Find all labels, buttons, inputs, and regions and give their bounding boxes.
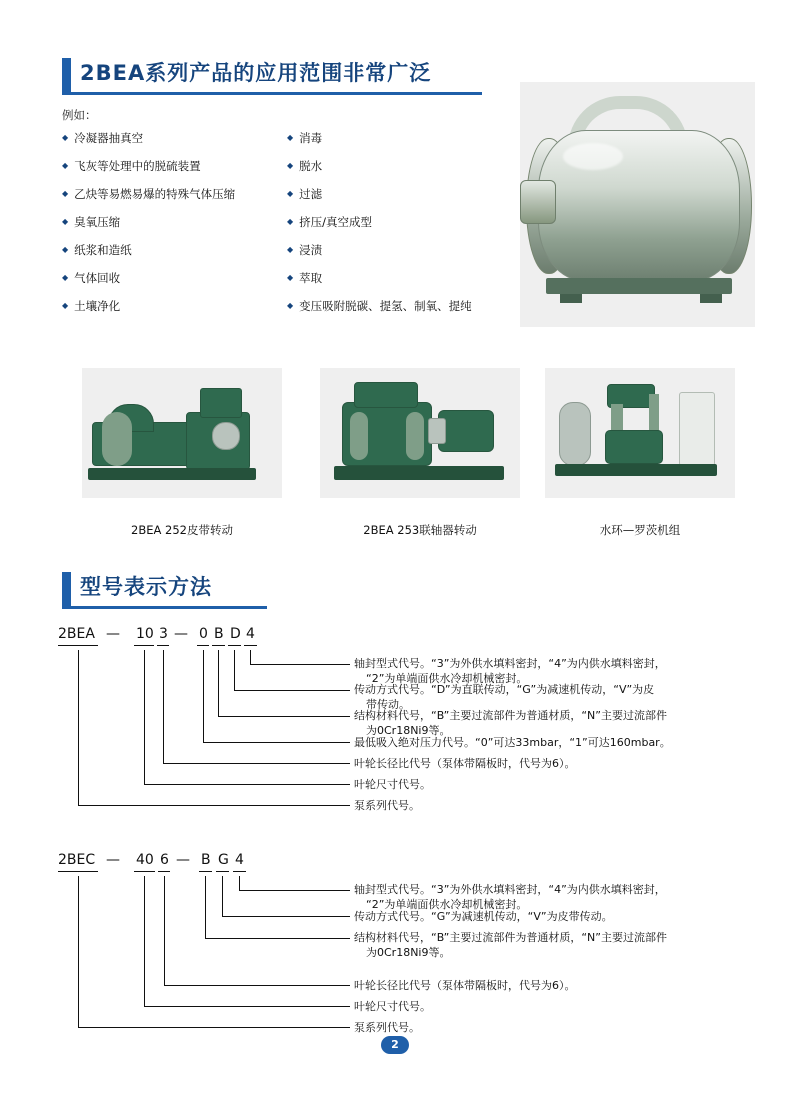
list-item <box>62 243 287 257</box>
diamond-bullet-icon: ◆ <box>62 273 69 282</box>
leader-size-v <box>144 876 145 1006</box>
code-underline-drive <box>216 871 229 872</box>
leader-size-v <box>144 650 145 784</box>
diamond-bullet-icon: ◆ <box>287 189 294 198</box>
control-cabinet-c <box>679 392 715 466</box>
note-material <box>354 708 667 738</box>
applications-column-right <box>287 131 512 327</box>
pump-hood-b <box>354 382 418 408</box>
list-item <box>62 299 287 313</box>
diamond-bullet-icon: ◆ <box>287 217 294 226</box>
code-underline-series <box>58 645 98 646</box>
note-series <box>354 798 420 813</box>
list-item <box>62 131 287 145</box>
heading-accent-bar <box>62 572 71 606</box>
code-underline-seal <box>244 645 257 646</box>
diamond-bullet-icon: ◆ <box>62 301 69 310</box>
note-line-1: 叶轮尺寸代号。 <box>354 1000 431 1013</box>
list-item-label: 冷凝器抽真空 <box>74 131 144 145</box>
note-line-1: 叶轮长径比代号（泵体带隔板时，代号为6）。 <box>354 979 576 992</box>
leader-material-v <box>218 650 219 716</box>
note-line-2: “2”为单端面供水冷却机械密封。 <box>366 672 528 685</box>
code-underline-impeller-ratio <box>157 645 169 646</box>
leader-drive-h <box>234 690 350 691</box>
list-item <box>287 243 512 257</box>
code-segment-material: B <box>214 626 224 642</box>
photo-caption: 2BEA 252皮带转动 <box>131 523 233 537</box>
leader-size-h <box>144 1006 350 1007</box>
note-line-1: 叶轮长径比代号（泵体带隔板时，代号为6）。 <box>354 757 576 770</box>
leader-series-h <box>78 805 350 806</box>
leader-seal-v <box>239 876 240 890</box>
product-photo-roots-unit <box>545 368 735 498</box>
list-item-label: 浸渍 <box>299 243 323 257</box>
code-segment-impeller-size: 40 <box>136 852 154 868</box>
diamond-bullet-icon: ◆ <box>62 161 69 170</box>
list-item <box>62 271 287 285</box>
list-item <box>287 215 512 229</box>
note-line-1: 最低吸入绝对压力代号。“0”可达33mbar，“1”可达160mbar。 <box>354 736 671 749</box>
note-line-2: “2”为单端面供水冷却机械密封。 <box>366 898 528 911</box>
heading-accent-bar <box>62 58 71 92</box>
list-item <box>287 299 512 313</box>
pump-base-frame <box>546 278 732 294</box>
example-label: 例如： <box>62 108 97 122</box>
list-item-label: 纸浆和造纸 <box>74 243 132 257</box>
list-item-label: 乙炔等易燃易爆的特殊气体压缩 <box>74 187 236 201</box>
section-heading-model-designation <box>62 572 267 609</box>
photo-caption: 水环—罗茨机组 <box>599 523 681 537</box>
list-item-label: 挤压/真空成型 <box>299 215 373 229</box>
code-segment-dash1: — <box>106 852 120 868</box>
note-seal <box>354 882 666 912</box>
leader-pressure-h <box>203 742 350 743</box>
note-line-1: 传动方式代号。“D”为直联传动，“G”为减速机传动，“V”为皮 <box>354 683 655 696</box>
list-item <box>287 187 512 201</box>
leader-material-h <box>205 938 350 939</box>
note-line-1: 叶轮尺寸代号。 <box>354 778 431 791</box>
base-frame-a <box>88 468 256 480</box>
code-segment-impeller-size: 10 <box>136 626 154 642</box>
leader-size-h <box>144 784 350 785</box>
code-segment-seal: 4 <box>235 852 244 868</box>
list-item <box>287 131 512 145</box>
leader-series-h <box>78 1027 350 1028</box>
note-drive <box>354 909 613 924</box>
leader-seal-v <box>250 650 251 664</box>
diamond-bullet-icon: ◆ <box>287 245 294 254</box>
pump-foot-right <box>700 294 722 303</box>
leader-ratio-h <box>164 985 350 986</box>
note-line-1: 轴封型式代号。“3”为外供水填料密封，“4”为内供水填料密封， <box>354 883 666 896</box>
heading-text: 型号表示方法 <box>80 575 212 599</box>
list-item-label: 飞灰等处理中的脱硫装置 <box>74 159 201 173</box>
photo-caption: 2BEA 253联轴器转动 <box>363 523 477 537</box>
note-line-1: 传动方式代号。“G”为减速机传动，“V”为皮带传动。 <box>354 910 613 923</box>
code-segment-series: 2BEA <box>58 626 95 642</box>
code-underline-pressure <box>197 645 209 646</box>
code-underline-drive <box>228 645 241 646</box>
list-item-label: 臭氧压缩 <box>74 215 121 229</box>
leader-pressure-v <box>203 650 204 742</box>
leader-seal-h <box>239 890 350 891</box>
note-impeller-ratio <box>354 978 576 993</box>
leader-series-v <box>78 876 79 1027</box>
list-item <box>287 159 512 173</box>
belt-pulley-a <box>102 412 132 466</box>
code-segment-impeller-ratio: 6 <box>160 852 169 868</box>
note-line-2: 为0Cr18Ni9等。 <box>366 724 451 737</box>
coupling-a <box>212 422 240 450</box>
code-segment-dash2: — <box>174 626 188 642</box>
leader-ratio-v <box>163 650 164 763</box>
section-heading-applications <box>62 58 482 95</box>
applications-list <box>62 107 522 327</box>
list-item <box>62 215 287 229</box>
list-item-label: 萃取 <box>299 271 323 285</box>
leader-ratio-h <box>163 763 350 764</box>
code-segment-dash1: — <box>106 626 120 642</box>
note-pressure <box>354 735 671 750</box>
note-line-2: 为0Cr18Ni9等。 <box>366 946 451 959</box>
leader-drive-h <box>222 916 350 917</box>
note-impeller-size <box>354 999 431 1014</box>
note-impeller-size <box>354 777 431 792</box>
code-segment-drive: D <box>230 626 241 642</box>
motor-b <box>438 410 494 452</box>
code-underline-impeller-ratio <box>158 871 170 872</box>
pump-casing <box>538 130 740 282</box>
model-code-row <box>58 852 748 876</box>
applications-column-left <box>62 131 287 327</box>
leader-material-h <box>218 716 350 717</box>
code-segment-seal: 4 <box>246 626 255 642</box>
note-line-1: 结构材料代号，“B”主要过流部件为普通材质，“N”主要过流部件 <box>354 709 667 722</box>
list-item <box>287 271 512 285</box>
code-underline-impeller-size <box>134 871 155 872</box>
coupling-b <box>428 418 446 444</box>
code-underline-impeller-size <box>134 645 154 646</box>
list-item-label: 过滤 <box>299 187 323 201</box>
list-item-label: 消毒 <box>299 131 323 145</box>
pump-cover-b <box>350 412 368 460</box>
diamond-bullet-icon: ◆ <box>287 273 294 282</box>
separator-tank-c <box>559 402 591 466</box>
leader-drive-v <box>234 650 235 690</box>
code-underline-series <box>58 871 98 872</box>
page-number-badge: 2 <box>381 1036 409 1054</box>
code-segment-pressure: 0 <box>199 626 208 642</box>
diamond-bullet-icon: ◆ <box>62 133 69 142</box>
diamond-bullet-icon: ◆ <box>287 161 294 170</box>
diamond-bullet-icon: ◆ <box>287 301 294 310</box>
water-ring-pump-c <box>605 430 663 464</box>
diamond-bullet-icon: ◆ <box>62 245 69 254</box>
note-series <box>354 1020 420 1035</box>
motor-a <box>200 388 242 418</box>
note-line-1: 结构材料代号，“B”主要过流部件为普通材质，“N”主要过流部件 <box>354 931 667 944</box>
code-segment-drive: G <box>218 852 229 868</box>
model-code-diagram-2bea <box>58 626 748 812</box>
model-code-diagram-2bec <box>58 852 748 1034</box>
note-line-1: 轴封型式代号。“3”为外供水填料密封，“4”为内供水填料密封， <box>354 657 666 670</box>
code-underline-material <box>212 645 225 646</box>
list-item-label: 脱水 <box>299 159 323 173</box>
code-segment-dash2: — <box>176 852 190 868</box>
note-impeller-ratio <box>354 756 576 771</box>
diamond-bullet-icon: ◆ <box>62 217 69 226</box>
pump-foot-left <box>560 294 582 303</box>
base-frame-c <box>555 464 717 476</box>
note-line-1: 泵系列代号。 <box>354 799 420 812</box>
base-frame-b <box>334 466 504 480</box>
leader-series-v <box>78 650 79 805</box>
list-item-label: 气体回收 <box>74 271 121 285</box>
pump-cover-b2 <box>406 412 424 460</box>
leader-drive-v <box>222 876 223 916</box>
product-photo-main <box>520 82 755 327</box>
code-segment-impeller-ratio: 3 <box>159 626 168 642</box>
model-code-row <box>58 626 748 650</box>
note-line-1: 泵系列代号。 <box>354 1021 420 1034</box>
diamond-bullet-icon: ◆ <box>62 189 69 198</box>
leader-seal-h <box>250 664 350 665</box>
code-segment-series: 2BEC <box>58 852 96 868</box>
list-item <box>62 159 287 173</box>
list-item <box>62 187 287 201</box>
leader-ratio-v <box>164 876 165 985</box>
diamond-bullet-icon: ◆ <box>287 133 294 142</box>
heading-text: 2BEA系列产品的应用范围非常广泛 <box>80 61 432 85</box>
product-photo-coupling-drive <box>320 368 520 498</box>
list-item-label: 变压吸附脱碳、提氢、制氧、提纯 <box>299 299 472 313</box>
code-underline-material <box>199 871 212 872</box>
code-segment-material: B <box>201 852 211 868</box>
product-photo-belt-drive <box>82 368 282 498</box>
code-underline-seal <box>233 871 246 872</box>
pump-shaft-end <box>520 180 556 224</box>
leader-material-v <box>205 876 206 938</box>
note-line-2: 带传动。 <box>366 698 410 711</box>
note-material <box>354 930 667 960</box>
list-item-label: 土壤净化 <box>74 299 121 313</box>
